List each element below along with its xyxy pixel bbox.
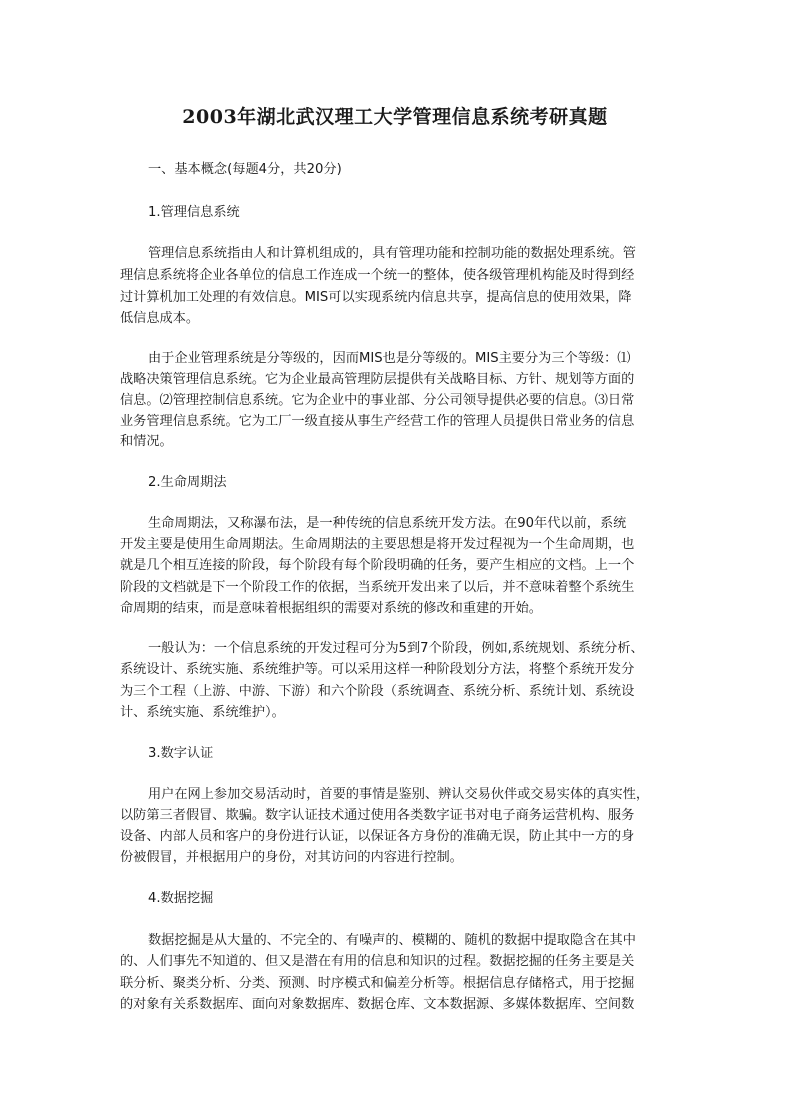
- paragraph-line: 的、人们事先不知道的、但又是潜在有用的信息和知识的过程。数据挖掘的任务主要是关: [120, 954, 635, 969]
- paragraph-line: 就是几个相互连接的阶段，每个阶段有每个阶段明确的任务，要产生相应的文档。上一个: [120, 558, 635, 573]
- document-title: 2003年湖北武汉理工大学管理信息系统考研真题: [182, 106, 608, 128]
- paragraph-line: 阶段的文档就是下一个阶段工作的依据，当系统开发出来了以后，并不意味着整个系统生: [120, 580, 635, 595]
- paragraph-line: 设备、内部人员和客户的身份进行认证，以保证各方身份的准确无误，防止其中一方的身: [120, 829, 635, 844]
- paragraph-line: 的对象有关系数据库、面向对象数据库、数据仓库、文本数据源、多媒体数据库、空间数: [120, 997, 635, 1012]
- item-heading-1: 1.管理信息系统: [148, 205, 240, 220]
- paragraph-line: 和情况。: [120, 434, 173, 449]
- paragraph-line: 业务管理信息系统。它为工厂一级直接从事生产经营工作的管理人员提供日常业务的信息: [120, 414, 635, 429]
- paragraph-line: 过计算机加工处理的有效信息。MIS可以实现系统内信息共享，提高信息的使用效果，降: [120, 290, 632, 305]
- section-heading: 一、基本概念(每题4分，共20分): [148, 162, 342, 177]
- paragraph-line: 为三个工程（上游、中游、下游）和六个阶段（系统调查、系统分析、系统计划、系统设: [120, 684, 635, 699]
- paragraph-line: 一般认为：一个信息系统的开发过程可分为5到7个阶段，例如,系统规划、系统分析、: [148, 641, 644, 656]
- paragraph-line: 战略决策管理信息系统。它为企业最高管理防层提供有关战略目标、方针、规划等方面的: [120, 372, 635, 387]
- paragraph-line: 数据挖掘是从大量的、不完全的、有噪声的、模糊的、随机的数据中提取隐含在其中: [148, 933, 636, 948]
- paragraph-line: 生命周期法，又称瀑布法，是一种传统的信息系统开发方法。在90年代以前，系统: [148, 516, 627, 531]
- paragraph-line: 低信息成本。: [120, 311, 200, 326]
- item-heading-2: 2.生命周期法: [148, 475, 227, 490]
- paragraph-line: 开发主要是使用生命周期法。生命周期法的主要思想是将开发过程视为一个生命周期，也: [120, 537, 635, 552]
- paragraph-line: 命周期的结束，而是意味着根据组织的需要对系统的修改和重建的开始。: [120, 601, 542, 616]
- item-heading-4: 4.数据挖掘: [148, 891, 214, 906]
- paragraph-line: 联分析、聚类分析、分类、预测、时序模式和偏差分析等。根据信息存储格式，用于挖掘: [120, 976, 635, 991]
- paragraph-line: 份被假冒，并根据用户的身份，对其访问的内容进行控制。: [120, 850, 463, 865]
- paragraph-line: 系统设计、系统实施、系统维护等。可以采用这样一种阶段划分方法，将整个系统开发分: [120, 662, 635, 677]
- paragraph-line: 计、系统实施、系统维护）。: [120, 705, 285, 720]
- item-heading-3: 3.数字认证: [148, 746, 214, 761]
- paragraph-line: 用户在网上参加交易活动时，首要的事情是鉴别、辨认交易伙伴或交易实体的真实性，: [148, 787, 650, 802]
- paragraph-line: 由于企业管理系统是分等级的，因而MIS也是分等级的。MIS主要分为三个等级：⑴: [148, 351, 631, 366]
- paragraph-line: 管理信息系统指由人和计算机组成的，具有管理功能和控制功能的数据处理系统。管: [148, 246, 636, 261]
- paragraph-line: 信息。⑵管理控制信息系统。它为企业中的事业部、分公司领导提供必要的信息。⑶日常: [120, 393, 635, 408]
- paragraph-line: 以防第三者假冒、欺骗。数字认证技术通过使用各类数字证书对电子商务运营机构、服务: [120, 808, 635, 823]
- paragraph-line: 理信息系统将企业各单位的信息工作连成一个统一的整体，使各级管理机构能及时得到经: [120, 268, 635, 283]
